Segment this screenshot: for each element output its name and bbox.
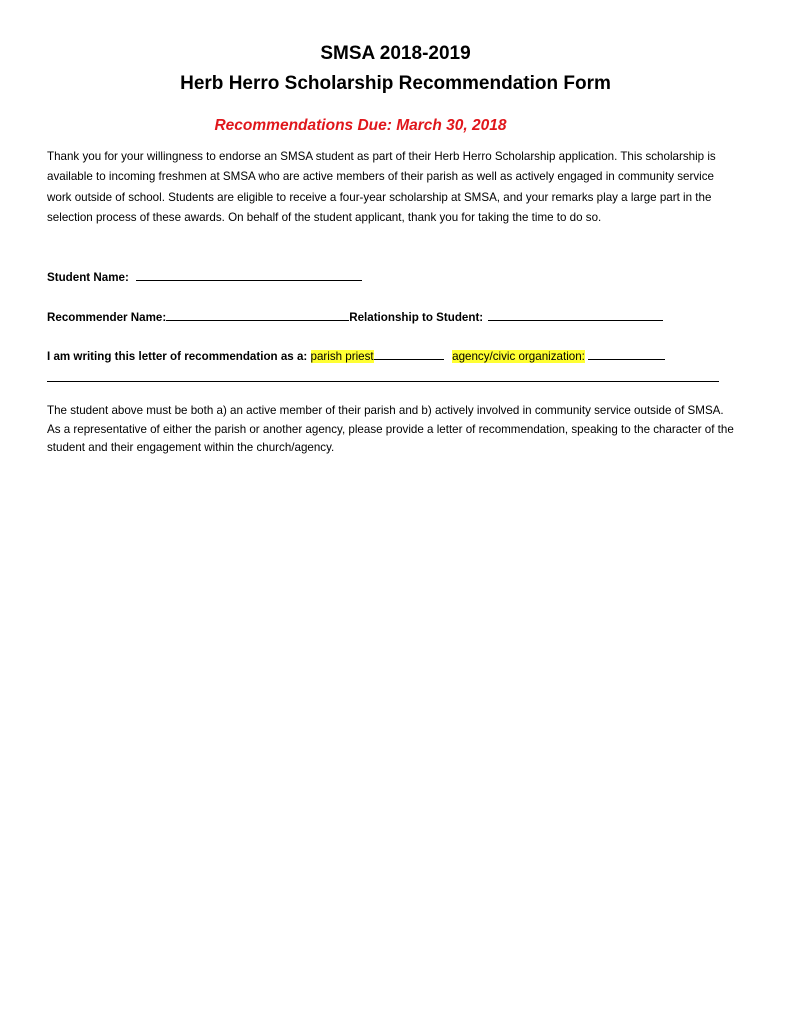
relationship-blank[interactable]	[488, 308, 663, 321]
parish-priest-blank[interactable]	[374, 347, 444, 360]
full-width-blank-line[interactable]	[47, 381, 719, 382]
option-parish-priest: parish priest	[310, 350, 374, 363]
student-name-blank[interactable]	[136, 268, 362, 281]
form-title: Herb Herro Scholarship Recommendation Form	[180, 73, 611, 94]
intro-paragraph: Thank you for your willingness to endorse an SMSA student as part of their Herb Herro Scholarship application. This scholarship is available to incoming freshmen at SMSA who are active members of their parish as well as actively engaged in community service work outside of school. Students are eligible to receive a four-year scholarship at SMSA, and your remarks play a large part in the selection process of these awards. On behalf of the student applicant, thank you for taking the time to do so.	[47, 150, 716, 224]
relationship-label: Relationship to Student:	[349, 311, 484, 324]
writing-as-label: I am writing this letter of recommendation as a:	[47, 350, 308, 363]
form-title-year: SMSA 2018-2019	[320, 43, 471, 64]
recommender-name-label: Recommender Name:	[47, 311, 167, 324]
student-name-row	[47, 268, 362, 286]
due-date-notice: Recommendations Due: March 30, 2018	[214, 117, 507, 134]
closing-paragraph: The student above must be both a) an active member of their parish and b) actively involved in community service outside of SMSA. As a representative of either the parish or another agency, please provide a letter of recommendation, speaking to the character of the student and their engagement within the church/agency.	[47, 404, 734, 454]
student-name-label: Student Name:	[47, 271, 129, 284]
writing-as-row	[47, 347, 665, 365]
recommender-name-blank[interactable]	[166, 308, 349, 321]
option-agency: agency/civic organization:	[452, 350, 585, 363]
agency-blank[interactable]	[588, 347, 665, 360]
recommender-row	[47, 308, 663, 326]
